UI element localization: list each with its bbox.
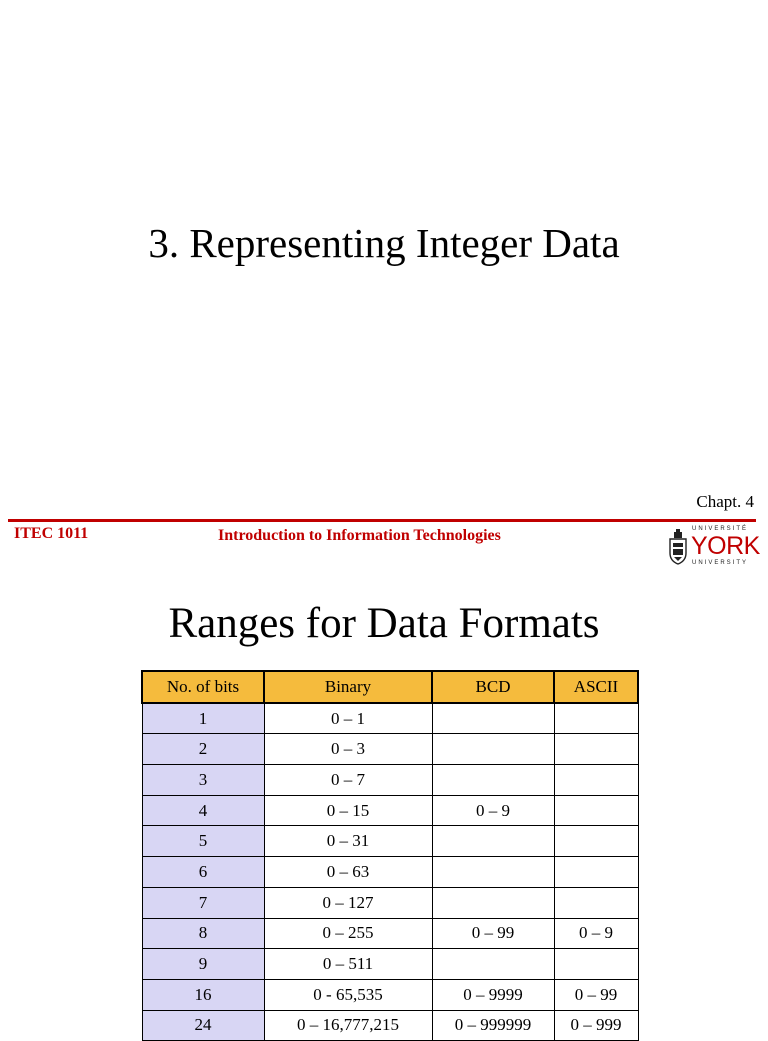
- table-cell: [554, 765, 638, 796]
- header-cell: BCD: [432, 671, 554, 703]
- table-cell: 8: [142, 918, 264, 949]
- table-cell: [554, 734, 638, 765]
- table-row: [142, 949, 638, 980]
- course-name: Introduction to Information Technologies: [218, 527, 501, 544]
- logo-word: YORK: [691, 532, 760, 560]
- table-cell: 0 – 99: [432, 918, 554, 949]
- table-cell: 0 – 1: [264, 703, 432, 734]
- table-cell: 0 – 99: [554, 979, 638, 1010]
- table-cell: [554, 949, 638, 980]
- table-row: [142, 1010, 638, 1041]
- table-cell: [432, 826, 554, 857]
- header-cell: Binary: [264, 671, 432, 703]
- header-cell: ASCII: [554, 671, 638, 703]
- table-cell: 5: [142, 826, 264, 857]
- table-cell: [554, 795, 638, 826]
- table-cell: 9: [142, 949, 264, 980]
- chapter-label: Chapt. 4: [696, 492, 754, 511]
- table-cell: 6: [142, 857, 264, 888]
- table-cell: [554, 826, 638, 857]
- table-row: [142, 979, 638, 1010]
- table-row: [142, 734, 638, 765]
- table-header-row: [142, 671, 638, 703]
- table-row: [142, 857, 638, 888]
- table-cell: [554, 887, 638, 918]
- table-cell: 0 – 127: [264, 887, 432, 918]
- logo-bottom-text: UNIVERSITY: [692, 560, 749, 566]
- table-cell: 0 – 9: [554, 918, 638, 949]
- slide-title: 3. Representing Integer Data: [148, 220, 620, 266]
- slide2-title: Ranges for Data Formats: [168, 600, 600, 647]
- table-cell: [432, 857, 554, 888]
- table-row: [142, 918, 638, 949]
- table-row: [142, 703, 638, 734]
- table-row: [142, 765, 638, 796]
- table-cell: 2: [142, 734, 264, 765]
- table-cell: 7: [142, 887, 264, 918]
- table-cell: 0 – 15: [264, 795, 432, 826]
- table-cell: [554, 703, 638, 734]
- table-cell: 0 – 7: [264, 765, 432, 796]
- table-cell: [432, 703, 554, 734]
- table-row: [142, 887, 638, 918]
- table-cell: 0 - 65,535: [264, 979, 432, 1010]
- table-cell: 4: [142, 795, 264, 826]
- logo-top-text: UNIVERSITÉ: [692, 526, 749, 532]
- table-cell: 0 – 31: [264, 826, 432, 857]
- crest-icon: [666, 529, 690, 565]
- table-cell: 24: [142, 1010, 264, 1041]
- table-cell: 0 – 63: [264, 857, 432, 888]
- table-cell: 0 – 9: [432, 795, 554, 826]
- table-cell: 0 – 999999: [432, 1010, 554, 1041]
- table-cell: 0 – 9999: [432, 979, 554, 1010]
- table-cell: 3: [142, 765, 264, 796]
- table-cell: 0 – 999: [554, 1010, 638, 1041]
- header-cell: No. of bits: [142, 671, 264, 703]
- table-cell: [432, 887, 554, 918]
- table-cell: 0 – 16,777,215: [264, 1010, 432, 1041]
- ranges-table: [141, 670, 639, 1041]
- table-row: [142, 826, 638, 857]
- footer-rule: [8, 519, 756, 522]
- course-code: ITEC 1011: [14, 525, 89, 542]
- table-cell: 0 – 511: [264, 949, 432, 980]
- table-cell: [554, 857, 638, 888]
- table-cell: 16: [142, 979, 264, 1010]
- table-cell: 0 – 3: [264, 734, 432, 765]
- table-cell: [432, 734, 554, 765]
- table-cell: [432, 949, 554, 980]
- table-cell: [432, 765, 554, 796]
- york-logo: [664, 525, 758, 569]
- table-row: [142, 795, 638, 826]
- table-cell: 1: [142, 703, 264, 734]
- table-cell: 0 – 255: [264, 918, 432, 949]
